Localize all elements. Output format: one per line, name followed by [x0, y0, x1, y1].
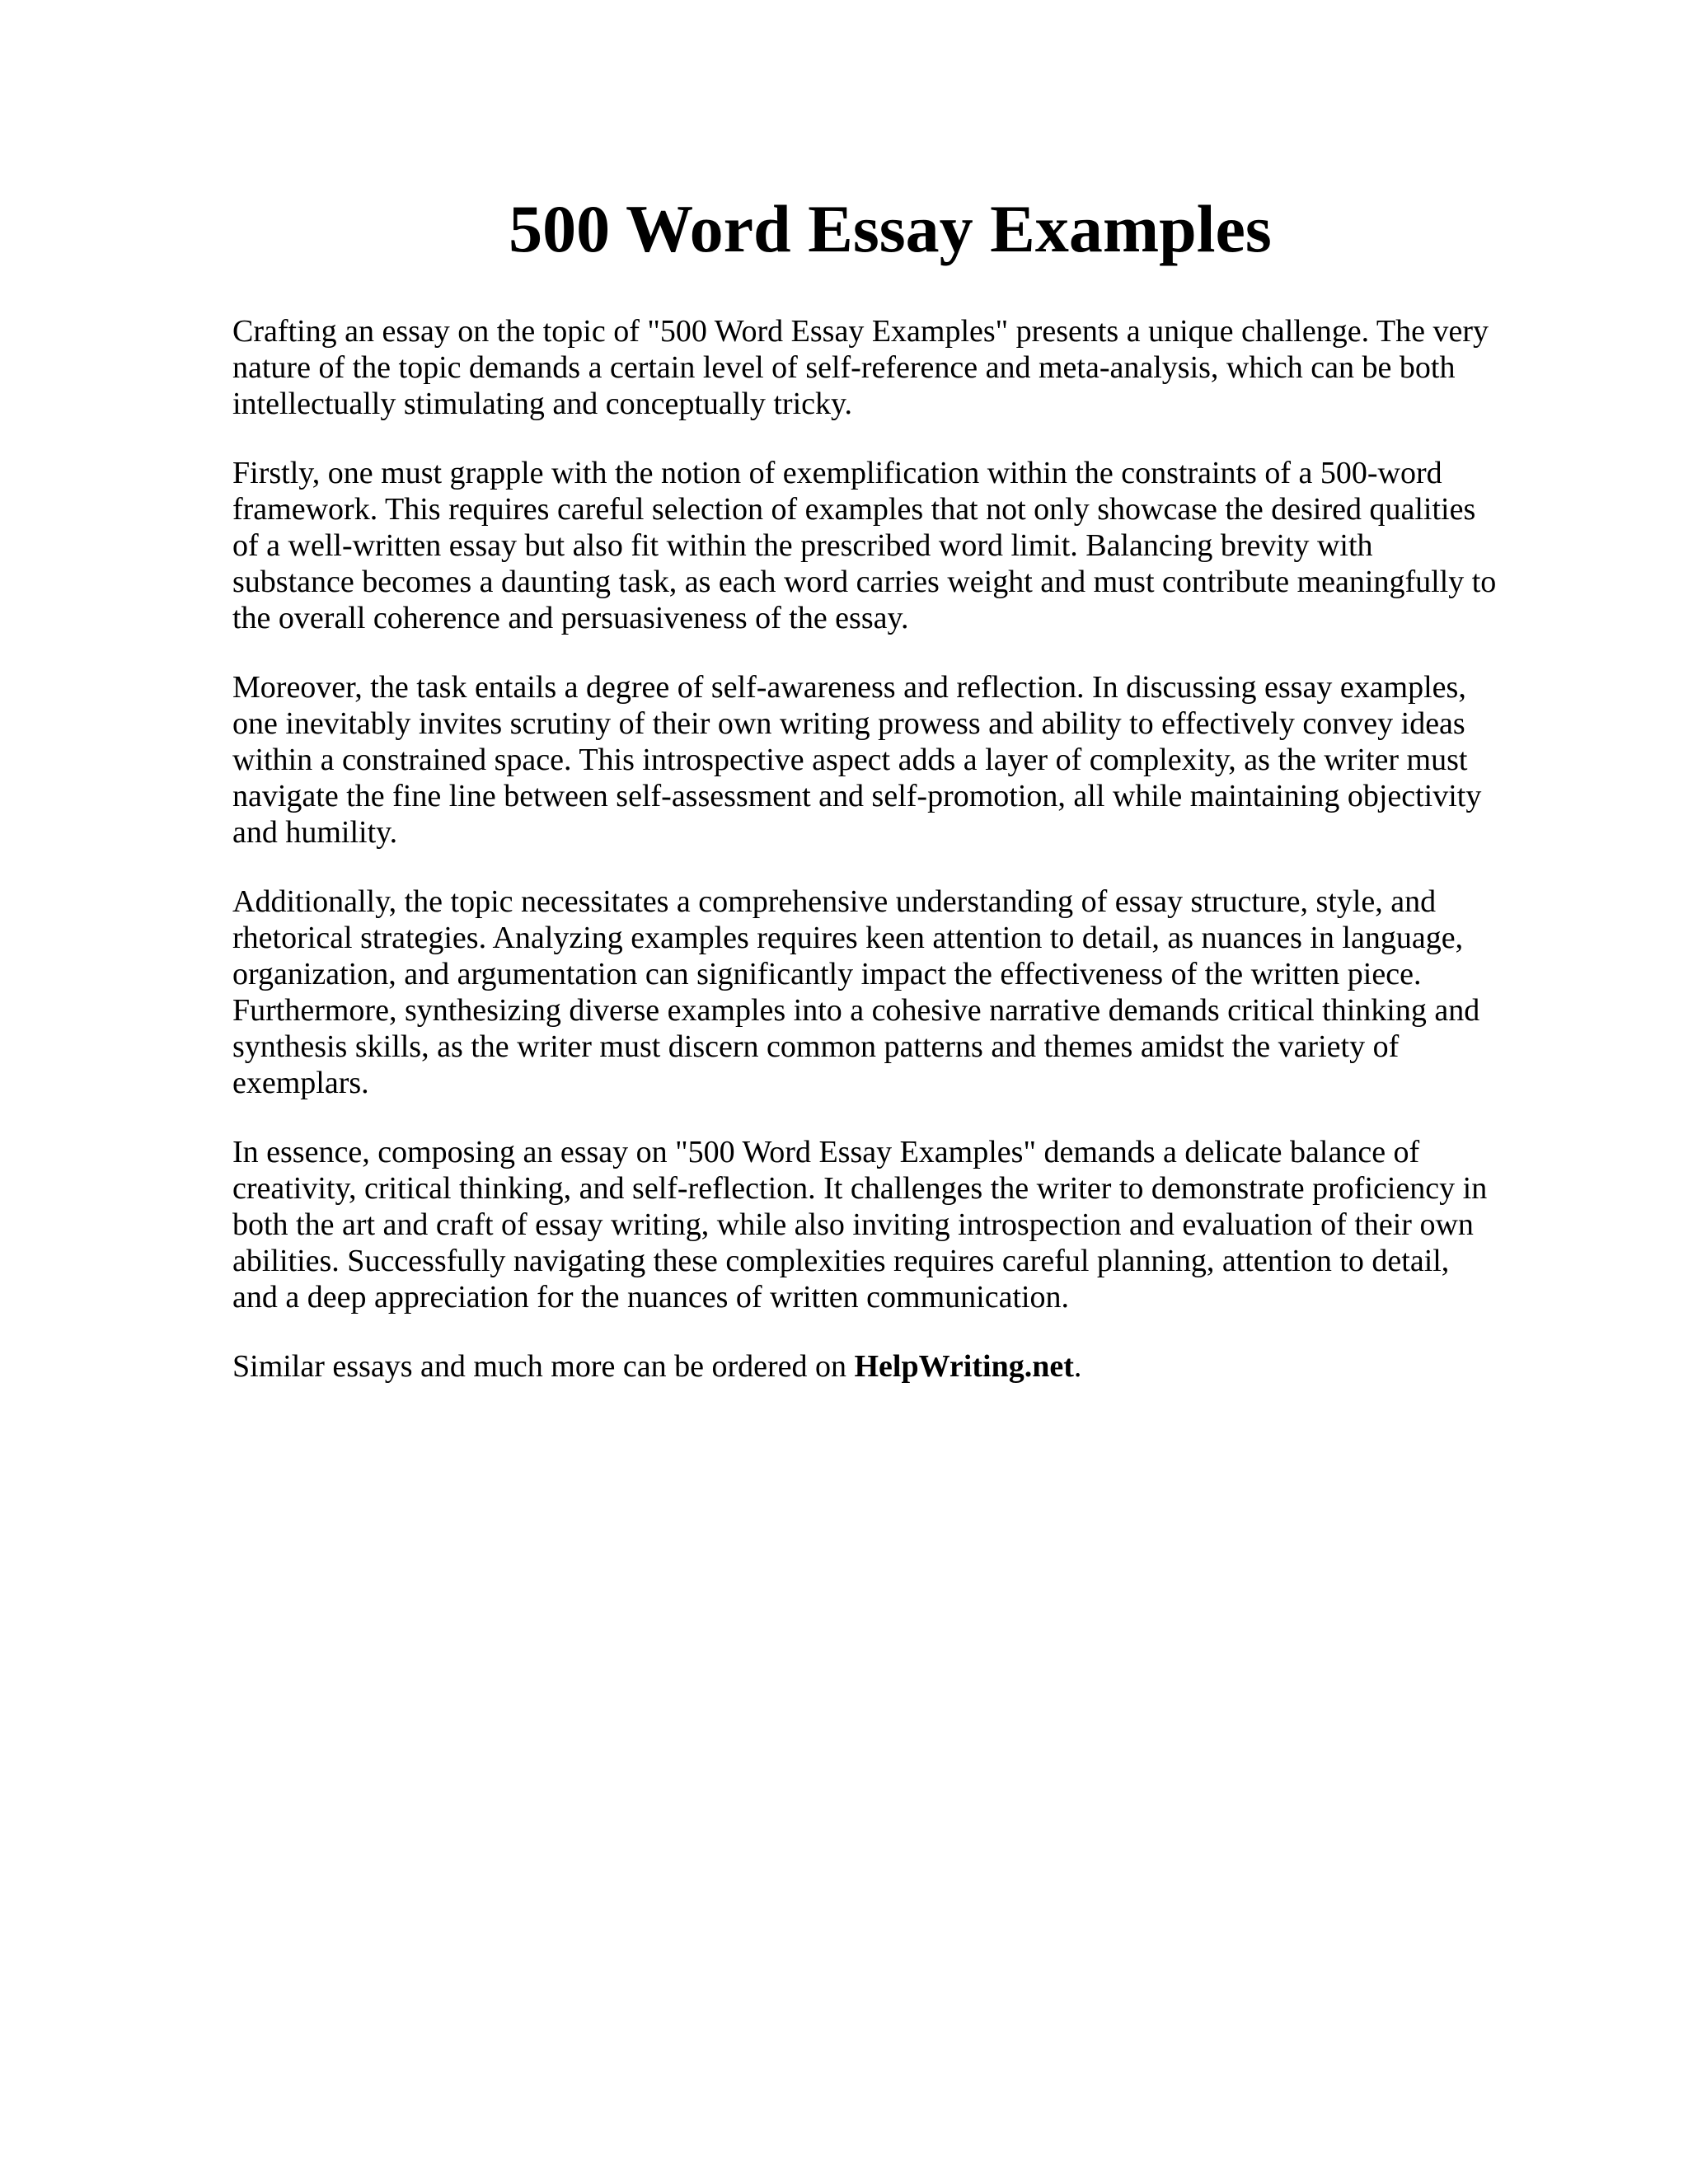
paragraph-line: In essence, composing an essay on "500 Word Essay Examples" demands a delicate balance of: [232, 1135, 1420, 1169]
paragraph-line: Additionally, the topic necessitates a comprehensive understanding of essay structure, style, and: [232, 884, 1437, 919]
paragraph-line: nature of the topic demands a certain level of self-reference and meta-analysis, which can be both: [232, 350, 1456, 385]
paragraph-2: [232, 455, 1551, 636]
paragraph-4: [232, 883, 1551, 1101]
paragraph-line: organization, and argumentation can significantly impact the effectiveness of the written piece.: [232, 957, 1422, 991]
paragraph-line: framework. This requires careful selection of examples that not only showcase the desired qualities: [232, 492, 1476, 527]
paragraph-line: abilities. Successfully navigating these complexities requires careful planning, attention to detail,: [232, 1244, 1450, 1278]
essay-title: 500 Word Essay Examples: [509, 191, 1272, 266]
paragraph-line: intellectually stimulating and conceptually tricky.: [232, 387, 853, 421]
paragraph-1: [232, 313, 1551, 422]
paragraph-5: [232, 1134, 1551, 1315]
paragraph-line: Crafting an essay on the topic of "500 Word Essay Examples" presents a unique challenge. The very: [232, 314, 1489, 349]
paragraph-line: Moreover, the task entails a degree of self-awareness and reflection. In discussing essay examples,: [232, 670, 1466, 705]
paragraph-3: [232, 669, 1551, 851]
paragraph-line: Furthermore, synthesizing diverse examples into a cohesive narrative demands critical thinking and: [232, 993, 1480, 1028]
paragraph-line: of a well-written essay but also fit within the prescribed word limit. Balancing brevity with: [232, 528, 1373, 563]
paragraph-line: the overall coherence and persuasiveness of the essay.: [232, 601, 909, 635]
paragraph-line: and a deep appreciation for the nuances of written communication.: [232, 1280, 1070, 1315]
paragraph-line: exemplars.: [232, 1066, 369, 1100]
footer-note: [232, 1348, 1551, 1385]
paragraph-line: Firstly, one must grapple with the notion of exemplification within the constraints of a 500-word: [232, 456, 1442, 490]
paragraph-line: one inevitably invites scrutiny of their own writing prowess and ability to effectively convey ideas: [232, 706, 1465, 741]
footer-prefix: Similar essays and much more can be ordered on: [232, 1349, 855, 1384]
paragraph-line: creativity, critical thinking, and self-reflection. It challenges the writer to demonstrate proficiency in: [232, 1171, 1488, 1206]
footer-suffix: .: [1073, 1349, 1082, 1384]
essay-body: [232, 313, 1551, 1418]
footer-line: [232, 1348, 1551, 1385]
brand-link[interactable]: HelpWriting.net: [854, 1349, 1074, 1384]
paragraph-line: within a constrained space. This introspective aspect adds a layer of complexity, as the writer must: [232, 743, 1468, 777]
paragraph-line: synthesis skills, as the writer must discern common patterns and themes amidst the variety of: [232, 1029, 1400, 1064]
paragraph-line: rhetorical strategies. Analyzing examples requires keen attention to detail, as nuances in language,: [232, 921, 1464, 955]
paragraph-line: and humility.: [232, 815, 398, 850]
paragraph-line: navigate the fine line between self-assessment and self-promotion, all while maintaining objectivity: [232, 779, 1482, 813]
paragraph-line: both the art and craft of essay writing, while also inviting introspection and evaluation of their own: [232, 1207, 1474, 1242]
paragraph-line: substance becomes a daunting task, as each word carries weight and must contribute meaningfully to: [232, 565, 1497, 599]
